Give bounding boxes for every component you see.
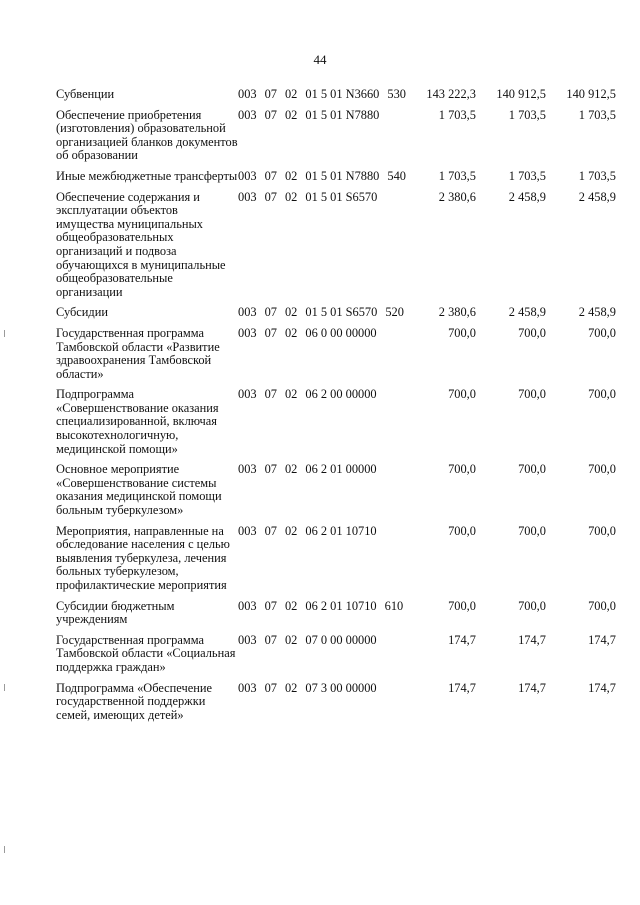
code-expense-type: 520 — [385, 305, 404, 320]
row-name: Государственная программа Тамбовской области «Развитие здравоохранения Тамбовской области» — [56, 325, 220, 381]
row-code — [238, 634, 406, 682]
table-row — [56, 109, 616, 170]
row-code — [238, 109, 406, 170]
row-code — [238, 525, 406, 600]
code-subsection: 02 — [284, 189, 298, 204]
value-year-3: 2 458,9 — [578, 305, 616, 320]
table-row — [56, 191, 616, 307]
row-name: Мероприятия, направленные на обследование населения с целью выявления туберкулеза, лечения больных туберкулезом, профилактические мероприятия — [56, 523, 230, 592]
code-section: 07 — [264, 598, 277, 613]
code-expense-type: 530 — [387, 87, 406, 101]
code-target: 01 5 01 S6570 — [305, 305, 378, 320]
code-ministry: 003 — [238, 107, 257, 122]
budget-table-body — [56, 88, 616, 729]
value-year-3: 174,7 — [588, 680, 616, 695]
value-year-1: 143 222,3 — [426, 87, 476, 101]
code-target: 01 5 01 N7880 — [305, 107, 380, 122]
code-ministry: 003 — [238, 598, 257, 613]
value-year-1: 700,0 — [448, 325, 476, 340]
code-subsection: 02 — [284, 87, 298, 101]
value-year-3: 140 912,5 — [566, 87, 616, 101]
value-year-1: 1 703,5 — [438, 107, 476, 122]
row-code — [238, 191, 406, 307]
code-target: 07 3 00 00000 — [305, 680, 377, 695]
value-year-2: 700,0 — [518, 462, 546, 477]
code-section: 07 — [264, 107, 277, 122]
code-subsection: 02 — [284, 598, 298, 613]
value-year-1: 700,0 — [448, 523, 476, 538]
row-name: Иные межбюджетные трансферты — [56, 168, 238, 183]
value-year-3: 1 703,5 — [578, 168, 616, 183]
code-expense-type: 540 — [387, 168, 406, 183]
value-year-2: 700,0 — [518, 598, 546, 613]
row-code — [238, 388, 406, 463]
code-subsection: 02 — [284, 305, 298, 320]
code-ministry: 003 — [238, 87, 257, 101]
row-code — [238, 682, 406, 730]
value-year-1: 174,7 — [448, 680, 476, 695]
value-year-1: 1 703,5 — [438, 168, 476, 183]
value-year-2: 140 912,5 — [496, 87, 546, 101]
value-year-3: 1 703,5 — [578, 107, 616, 122]
code-target: 06 2 01 10710 — [305, 523, 377, 538]
table-row — [56, 388, 616, 463]
row-name: Обеспечение содержания и эксплуатации объектов имущества муниципальных общеобразовательных организаций и подвоза обучающихся в муниципальные общеобразовательные организации — [56, 189, 226, 299]
code-section: 07 — [264, 462, 277, 477]
value-year-2: 700,0 — [518, 523, 546, 538]
code-target: 06 0 00 00000 — [305, 325, 377, 340]
code-ministry: 003 — [238, 387, 257, 402]
row-code — [238, 327, 406, 388]
code-target: 01 5 01 S6570 — [305, 189, 378, 204]
value-year-2: 1 703,5 — [508, 107, 546, 122]
code-section: 07 — [264, 87, 277, 101]
code-section: 07 — [264, 387, 277, 402]
code-section: 07 — [264, 325, 277, 340]
value-year-1: 700,0 — [448, 462, 476, 477]
row-name: Обеспечение приобретения (изготовления) образовательной организацией бланков документов об образовании — [56, 107, 238, 163]
row-code — [238, 306, 406, 327]
code-subsection: 02 — [284, 680, 298, 695]
margin-mark — [4, 684, 5, 691]
value-year-3: 174,7 — [588, 632, 616, 647]
row-name: Подпрограмма «Обеспечение государственной поддержки семей, имеющих детей» — [56, 680, 212, 722]
table-row — [56, 600, 616, 634]
row-name: Субсидии бюджетным учреждениям — [56, 598, 175, 627]
row-name: Подпрограмма «Совершенствование оказания специализированной, включая высокотехнологичную, медицинской помощи» — [56, 387, 219, 456]
value-year-1: 174,7 — [448, 632, 476, 647]
code-expense-type: 610 — [384, 598, 404, 613]
code-section: 07 — [264, 305, 277, 320]
code-target: 01 5 01 N7880 — [305, 168, 380, 183]
code-subsection: 02 — [284, 632, 298, 647]
code-ministry: 003 — [238, 168, 257, 183]
code-ministry: 003 — [238, 325, 257, 340]
code-section: 07 — [264, 523, 277, 538]
code-subsection: 02 — [284, 168, 298, 183]
code-target: 07 0 00 00000 — [305, 632, 377, 647]
value-year-3: 700,0 — [588, 387, 616, 402]
table-row — [56, 463, 616, 524]
code-ministry: 003 — [238, 632, 257, 647]
code-subsection: 02 — [284, 462, 298, 477]
code-section: 07 — [264, 680, 277, 695]
row-name: Субсидии — [56, 305, 108, 320]
value-year-2: 174,7 — [518, 632, 546, 647]
value-year-2: 1 703,5 — [508, 168, 546, 183]
table-row — [56, 88, 616, 109]
value-year-3: 2 458,9 — [578, 189, 616, 204]
row-code — [238, 463, 406, 524]
margin-mark — [4, 330, 5, 337]
value-year-1: 2 380,6 — [438, 189, 476, 204]
code-subsection: 02 — [284, 387, 298, 402]
row-code — [238, 600, 406, 634]
value-year-3: 700,0 — [588, 325, 616, 340]
code-ministry: 003 — [238, 523, 257, 538]
value-year-3: 700,0 — [588, 598, 616, 613]
code-target: 06 2 01 00000 — [305, 462, 377, 477]
table-row — [56, 306, 616, 327]
value-year-1: 700,0 — [448, 387, 476, 402]
value-year-2: 700,0 — [518, 325, 546, 340]
row-name: Основное мероприятие «Совершенствование системы оказания медицинской помощи больным туберкулезом» — [56, 462, 222, 518]
page-number: 44 — [313, 52, 327, 67]
margin-mark — [4, 846, 5, 853]
value-year-1: 700,0 — [448, 598, 476, 613]
code-ministry: 003 — [238, 462, 257, 477]
value-year-3: 700,0 — [588, 523, 616, 538]
code-subsection: 02 — [284, 325, 298, 340]
value-year-3: 700,0 — [588, 462, 616, 477]
value-year-1: 2 380,6 — [438, 305, 476, 320]
value-year-2: 2 458,9 — [508, 189, 546, 204]
value-year-2: 174,7 — [518, 680, 546, 695]
table-row — [56, 327, 616, 388]
code-ministry: 003 — [238, 189, 257, 204]
budget-table — [56, 88, 616, 729]
code-target: 01 5 01 N3660 — [305, 87, 380, 101]
code-ministry: 003 — [238, 680, 257, 695]
value-year-2: 700,0 — [518, 387, 546, 402]
table-row — [56, 525, 616, 600]
code-subsection: 02 — [284, 523, 298, 538]
code-section: 07 — [264, 189, 277, 204]
table-row — [56, 634, 616, 682]
value-year-2: 2 458,9 — [508, 305, 546, 320]
code-ministry: 003 — [238, 305, 257, 320]
row-code — [238, 170, 406, 191]
table-row — [56, 170, 616, 191]
code-target: 06 2 01 10710 — [305, 598, 377, 613]
code-section: 07 — [264, 168, 277, 183]
row-name: Государственная программа Тамбовской области «Социальная поддержка граждан» — [56, 632, 236, 674]
code-subsection: 02 — [284, 107, 298, 122]
row-code — [238, 88, 406, 109]
code-target: 06 2 00 00000 — [305, 387, 377, 402]
table-row — [56, 682, 616, 730]
code-section: 07 — [264, 632, 277, 647]
row-name: Субвенции — [56, 87, 115, 101]
